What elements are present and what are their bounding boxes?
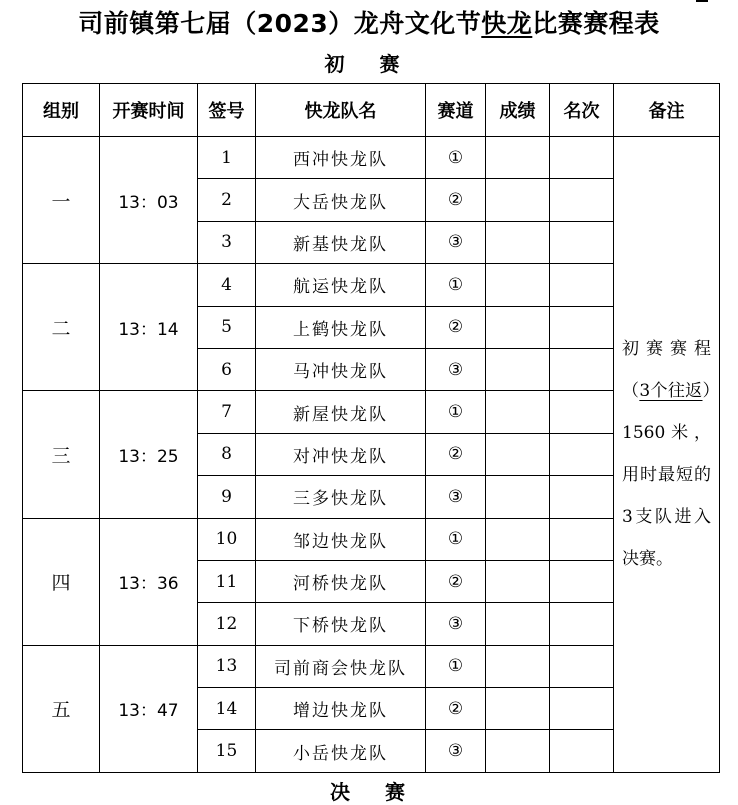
draw-number-cell: 8 — [198, 433, 256, 475]
draw-number-cell: 15 — [198, 730, 256, 772]
header-draw-number: 签号 — [198, 84, 256, 137]
team-name-cell: 西冲快龙队 — [256, 137, 426, 179]
lane-cell: ③ — [426, 603, 486, 645]
draw-number-cell: 2 — [198, 179, 256, 221]
start-time-cell: 13：14 — [100, 264, 198, 391]
result-cell — [486, 688, 550, 730]
lane-cell: ③ — [426, 348, 486, 390]
header-rank: 名次 — [550, 84, 614, 137]
lane-cell: ③ — [426, 476, 486, 518]
team-name-cell: 马冲快龙队 — [256, 348, 426, 390]
page-title: 司前镇第七届（2023）龙舟文化节快龙比赛赛程表 — [78, 9, 660, 38]
result-cell — [486, 391, 550, 433]
result-cell — [486, 221, 550, 263]
draw-number-cell: 4 — [198, 264, 256, 306]
team-name-cell: 下桥快龙队 — [256, 603, 426, 645]
header-group: 组别 — [23, 84, 100, 137]
draw-number-cell: 5 — [198, 306, 256, 348]
draw-number-cell: 9 — [198, 476, 256, 518]
group-cell: 四 — [23, 518, 100, 645]
group-cell: 五 — [23, 645, 100, 772]
table-row — [23, 137, 720, 179]
lane-cell: ① — [426, 137, 486, 179]
lane-cell: ② — [426, 688, 486, 730]
group-cell: 一 — [23, 137, 100, 264]
result-cell — [486, 476, 550, 518]
start-time-cell: 13：47 — [100, 645, 198, 772]
rank-cell — [550, 391, 614, 433]
lane-cell: ② — [426, 306, 486, 348]
result-cell — [486, 560, 550, 602]
rank-cell — [550, 264, 614, 306]
schedule-table — [22, 83, 720, 773]
team-name-cell: 三多快龙队 — [256, 476, 426, 518]
rank-cell — [550, 518, 614, 560]
draw-number-cell: 10 — [198, 518, 256, 560]
lane-cell: ① — [426, 264, 486, 306]
rank-cell — [550, 730, 614, 772]
team-name-cell: 对冲快龙队 — [256, 433, 426, 475]
result-cell — [486, 433, 550, 475]
rank-cell — [550, 603, 614, 645]
rank-cell — [550, 688, 614, 730]
team-name-cell: 大岳快龙队 — [256, 179, 426, 221]
header-remarks: 备注 — [614, 84, 720, 137]
result-cell — [486, 264, 550, 306]
rank-cell — [550, 137, 614, 179]
result-cell — [486, 348, 550, 390]
group-cell: 二 — [23, 264, 100, 391]
rank-cell — [550, 221, 614, 263]
start-time-cell: 13：03 — [100, 137, 198, 264]
group-cell: 三 — [23, 391, 100, 518]
lane-cell: ① — [426, 518, 486, 560]
header-row — [23, 84, 720, 137]
remarks-cell: 初赛赛程（3个往返）1560米，用时最短的3支队进入决赛。 — [614, 137, 720, 773]
rank-cell — [550, 476, 614, 518]
result-cell — [486, 179, 550, 221]
team-name-cell: 增边快龙队 — [256, 688, 426, 730]
result-cell — [486, 306, 550, 348]
header-team-name: 快龙队名 — [256, 84, 426, 137]
team-name-cell: 上鹤快龙队 — [256, 306, 426, 348]
team-name-cell: 小岳快龙队 — [256, 730, 426, 772]
draw-number-cell: 1 — [198, 137, 256, 179]
header-start-time: 开赛时间 — [100, 84, 198, 137]
lane-cell: ① — [426, 391, 486, 433]
rank-cell — [550, 645, 614, 687]
start-time-cell: 13：36 — [100, 518, 198, 645]
start-time-cell: 13：25 — [100, 391, 198, 518]
team-name-cell: 司前商会快龙队 — [256, 645, 426, 687]
section-title: 初 赛 — [324, 52, 414, 76]
lane-cell: ② — [426, 433, 486, 475]
rank-cell — [550, 560, 614, 602]
draw-number-cell: 13 — [198, 645, 256, 687]
lane-cell: ② — [426, 560, 486, 602]
corner-mark — [696, 0, 708, 2]
header-lane: 赛道 — [426, 84, 486, 137]
result-cell — [486, 137, 550, 179]
lane-cell: ③ — [426, 221, 486, 263]
lane-cell: ② — [426, 179, 486, 221]
draw-number-cell: 14 — [198, 688, 256, 730]
draw-number-cell: 12 — [198, 603, 256, 645]
lane-cell: ① — [426, 645, 486, 687]
team-name-cell: 新屋快龙队 — [256, 391, 426, 433]
rank-cell — [550, 306, 614, 348]
header-result: 成绩 — [486, 84, 550, 137]
draw-number-cell: 11 — [198, 560, 256, 602]
team-name-cell: 新基快龙队 — [256, 221, 426, 263]
rank-cell — [550, 348, 614, 390]
team-name-cell: 河桥快龙队 — [256, 560, 426, 602]
result-cell — [486, 603, 550, 645]
result-cell — [486, 730, 550, 772]
draw-number-cell: 6 — [198, 348, 256, 390]
next-section-title: 决 赛 — [330, 780, 419, 804]
rank-cell — [550, 433, 614, 475]
lane-cell: ③ — [426, 730, 486, 772]
rank-cell — [550, 179, 614, 221]
result-cell — [486, 518, 550, 560]
result-cell — [486, 645, 550, 687]
draw-number-cell: 3 — [198, 221, 256, 263]
draw-number-cell: 7 — [198, 391, 256, 433]
team-name-cell: 邹边快龙队 — [256, 518, 426, 560]
team-name-cell: 航运快龙队 — [256, 264, 426, 306]
